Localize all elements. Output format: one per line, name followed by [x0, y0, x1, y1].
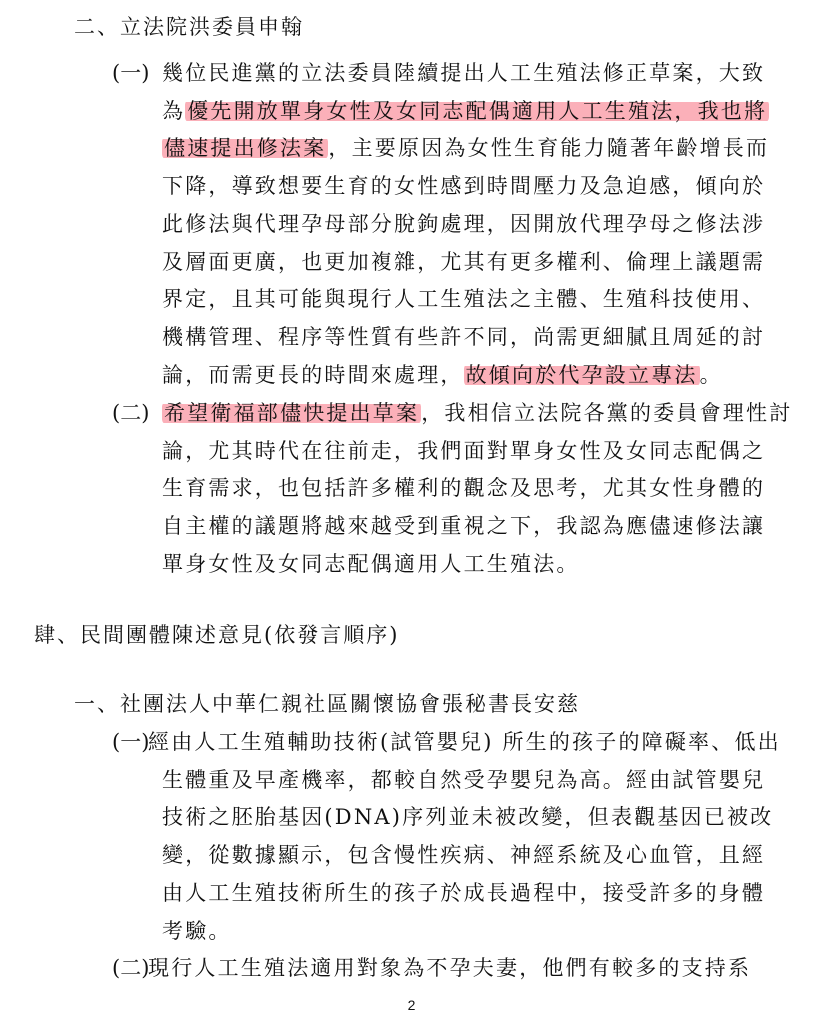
- text-segment: 由人工生殖技術所生的孩子於成長過程中，接受許多的身體: [162, 880, 766, 905]
- paragraph-line: [162, 171, 765, 201]
- text-segment: 此修法與代理孕母部分脫鉤處理，因開放代理孕母之修法涉: [162, 211, 766, 236]
- text-segment: 及層面更廣，也更加複雜，尤其有更多權利、倫理上議題需: [162, 249, 766, 274]
- paragraph-line: [162, 840, 765, 870]
- text-segment: 論，尤其時代在往前走，我們面對單身女性及女同志配偶之: [162, 438, 766, 463]
- text-segment: 論，而需更長的時間來處理，: [162, 362, 464, 387]
- paragraph-line: [162, 436, 765, 466]
- highlighted-text: 故傾向於代孕設立專法: [465, 362, 698, 387]
- text-segment: 經由人工生殖輔助技術(試管嬰兒) 所生的孩子的障礙率、低出: [148, 730, 781, 754]
- paragraph-line: [162, 322, 765, 352]
- highlighted-text: 希望衛福部儘快提出草案: [164, 401, 420, 425]
- item-label: (二): [112, 401, 150, 425]
- paragraph-line: [162, 284, 765, 314]
- paragraph-line: [148, 727, 781, 757]
- text-segment: 現行人工生殖法適用對象為不孕夫妻，他們有較多的支持系: [148, 956, 752, 980]
- section-heading-association: 一、社團法人中華仁親社區關懷協會張秘書長安慈: [74, 692, 580, 716]
- paragraph-line: [162, 511, 765, 541]
- item-label: (一): [112, 61, 150, 85]
- paragraph-line: [162, 133, 769, 163]
- text-segment: 生體重及早產機率，都較自然受孕嬰兒為高。經由試管嬰兒: [162, 767, 766, 792]
- paragraph-line: [162, 878, 765, 908]
- paragraph-line: [148, 953, 751, 983]
- text-segment: 單身女性及女同志配偶適用人工生殖法。: [162, 551, 580, 576]
- paragraph-line: [162, 360, 723, 390]
- text-segment: 變，從數據顯示，包含慢性疾病、神經系統及心血管，且經: [162, 843, 766, 868]
- page-number: 2: [407, 997, 416, 1013]
- text-segment: ，主要原因為女性生育能力隨著年齡增長而: [328, 136, 770, 161]
- paragraph-line: [162, 96, 769, 126]
- text-segment: 界定，且其可能與現行人工生殖法之主體、生殖科技使用、: [162, 287, 766, 312]
- paragraph-line: [162, 473, 765, 503]
- item-label: (二): [112, 956, 150, 980]
- paragraph-line: [162, 549, 580, 579]
- text-segment: 機構管理、程序等性質有些許不同，尚需更細膩且周延的討: [162, 324, 766, 349]
- part-heading-civil-groups: 肆、民間團體陳述意見(依發言順序): [34, 623, 400, 647]
- paragraph-line: [162, 765, 765, 795]
- highlighted-text: 優先開放單身女性及女同志配偶適用人工生殖法，我也將: [187, 98, 768, 123]
- paragraph-line: [162, 58, 765, 88]
- text-segment: 下降，導致想要生育的女性感到時間壓力及急迫感，傾向於: [162, 174, 766, 199]
- text-segment: ，我相信立法院各黨的委員會理性討: [421, 401, 793, 425]
- paragraph-line: [162, 247, 765, 277]
- text-segment: 技術之胚胎基因(DNA)序列並未被改變，但表觀基因已被改: [162, 805, 774, 830]
- paragraph-line: [162, 802, 773, 832]
- paragraph-line: [162, 209, 765, 239]
- text-segment: 幾位民進黨的立法委員陸續提出人工生殖法修正草案，大致: [162, 61, 766, 85]
- paragraph-line: [162, 916, 232, 946]
- text-segment: 生育需求，也包括許多權利的觀念及思考，尤其女性身體的: [162, 476, 766, 501]
- paragraph-line: [162, 398, 792, 428]
- text-segment: 。: [699, 362, 723, 387]
- section-heading-legislator: 二、立法院洪委員申翰: [74, 15, 304, 39]
- text-segment: 自主權的議題將越來越受到重視之下，我認為應儘速修法讓: [162, 514, 766, 539]
- text-segment: 考驗。: [162, 918, 232, 943]
- text-segment: 為: [162, 98, 186, 123]
- item-label: (一): [112, 730, 150, 754]
- highlighted-text: 儘速提出修法案: [164, 136, 327, 161]
